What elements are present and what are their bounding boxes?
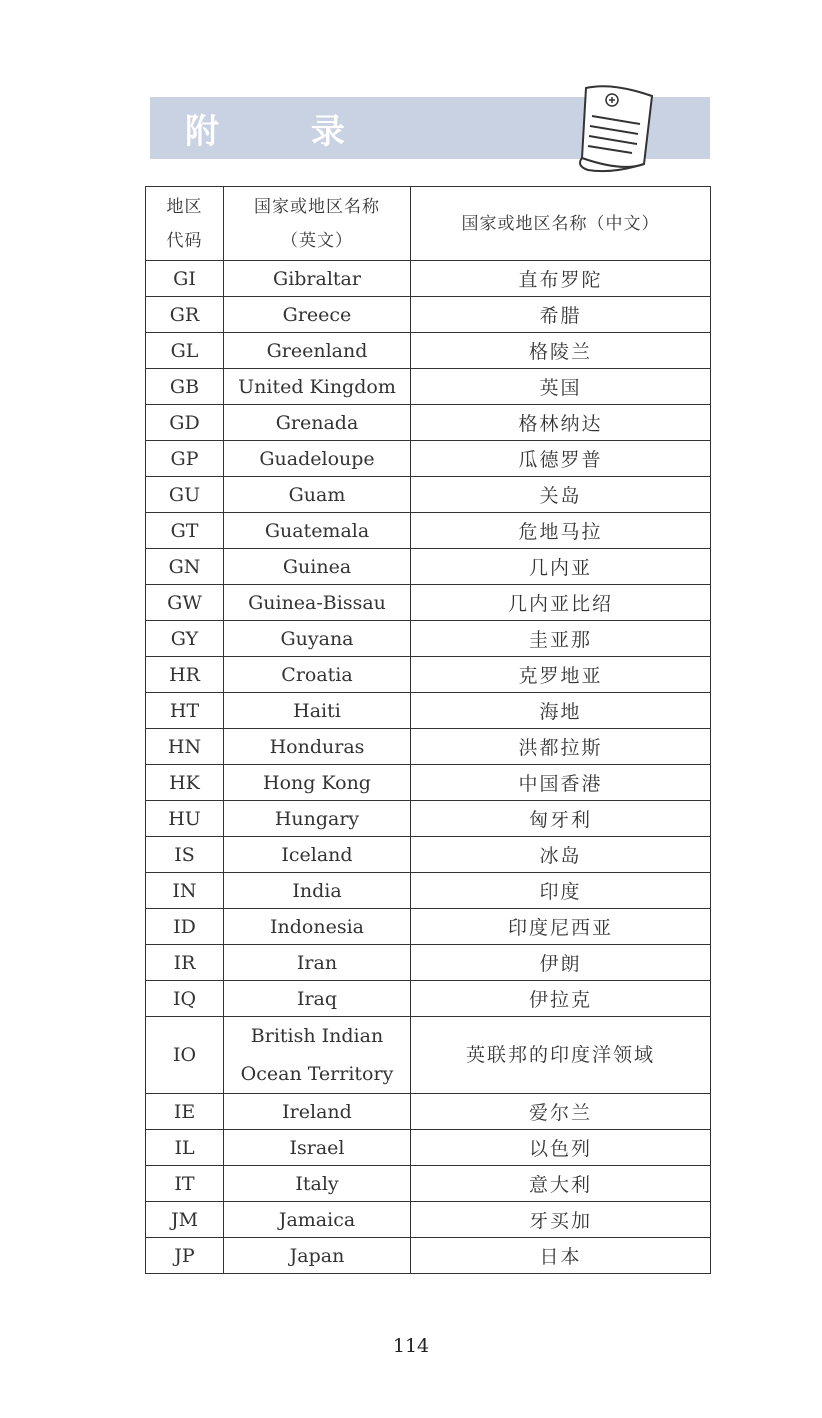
chinese-name-cell: 危地马拉	[411, 513, 711, 549]
table-row	[146, 441, 711, 477]
chinese-name-cell: 英国	[411, 369, 711, 405]
code-cell: GU	[146, 477, 224, 513]
table-row	[146, 801, 711, 837]
english-name-cell: Gibraltar	[224, 261, 411, 297]
table-row	[146, 513, 711, 549]
chinese-name-cell: 冰岛	[411, 837, 711, 873]
chinese-name-cell: 匈牙利	[411, 801, 711, 837]
chinese-name-cell: 希腊	[411, 297, 711, 333]
chinese-name-cell: 洪都拉斯	[411, 729, 711, 765]
code-cell: IO	[146, 1017, 224, 1094]
code-cell: HT	[146, 693, 224, 729]
table-row	[146, 1202, 711, 1238]
english-name-cell: Hungary	[224, 801, 411, 837]
chinese-name-cell: 意大利	[411, 1166, 711, 1202]
header-code: 地区代码	[146, 187, 224, 261]
chinese-name-cell: 以色列	[411, 1130, 711, 1166]
table-row	[146, 729, 711, 765]
english-name-cell: Haiti	[224, 693, 411, 729]
table-row	[146, 1094, 711, 1130]
table-row	[146, 297, 711, 333]
table-row	[146, 945, 711, 981]
chinese-name-cell: 圭亚那	[411, 621, 711, 657]
code-cell: GY	[146, 621, 224, 657]
table-row	[146, 405, 711, 441]
table-row	[146, 837, 711, 873]
table-row	[146, 1017, 711, 1094]
code-cell: IQ	[146, 981, 224, 1017]
code-cell: GI	[146, 261, 224, 297]
table-row	[146, 261, 711, 297]
english-name-cell: Guinea	[224, 549, 411, 585]
english-name-cell: Guyana	[224, 621, 411, 657]
code-cell: GP	[146, 441, 224, 477]
table-row	[146, 585, 711, 621]
english-name-cell: Guatemala	[224, 513, 411, 549]
table-row	[146, 369, 711, 405]
chinese-name-cell: 印度尼西亚	[411, 909, 711, 945]
code-cell: IE	[146, 1094, 224, 1130]
code-cell: GB	[146, 369, 224, 405]
table-row	[146, 477, 711, 513]
code-cell: GW	[146, 585, 224, 621]
english-name-cell: United Kingdom	[224, 369, 411, 405]
english-name-cell: Indonesia	[224, 909, 411, 945]
code-cell: IS	[146, 837, 224, 873]
table-row	[146, 693, 711, 729]
chinese-name-cell: 直布罗陀	[411, 261, 711, 297]
english-name-cell: Ireland	[224, 1094, 411, 1130]
english-name-cell: British Indian Ocean Territory	[224, 1017, 411, 1094]
code-cell: HN	[146, 729, 224, 765]
table-row	[146, 657, 711, 693]
code-cell: ID	[146, 909, 224, 945]
table-header-row	[146, 187, 711, 261]
code-cell: HK	[146, 765, 224, 801]
english-name-cell: Iraq	[224, 981, 411, 1017]
table-row	[146, 909, 711, 945]
table-row	[146, 1238, 711, 1274]
chinese-name-cell: 中国香港	[411, 765, 711, 801]
appendix-title: 附 录	[185, 112, 385, 152]
english-name-cell: Guam	[224, 477, 411, 513]
english-name-cell: Jamaica	[224, 1202, 411, 1238]
code-cell: JP	[146, 1238, 224, 1274]
chinese-name-cell: 英联邦的印度洋领域	[411, 1017, 711, 1094]
table-row	[146, 981, 711, 1017]
code-cell: JM	[146, 1202, 224, 1238]
english-name-cell: Greenland	[224, 333, 411, 369]
chinese-name-cell: 克罗地亚	[411, 657, 711, 693]
code-cell: GR	[146, 297, 224, 333]
english-name-cell: Japan	[224, 1238, 411, 1274]
chinese-name-cell: 牙买加	[411, 1202, 711, 1238]
chinese-name-cell: 海地	[411, 693, 711, 729]
english-name-cell: Grenada	[224, 405, 411, 441]
chinese-name-cell: 关岛	[411, 477, 711, 513]
chinese-name-cell: 伊拉克	[411, 981, 711, 1017]
table-row	[146, 1130, 711, 1166]
table-row	[146, 1166, 711, 1202]
english-name-cell: Croatia	[224, 657, 411, 693]
english-name-cell: Honduras	[224, 729, 411, 765]
code-cell: IR	[146, 945, 224, 981]
chinese-name-cell: 爱尔兰	[411, 1094, 711, 1130]
table-row	[146, 873, 711, 909]
chinese-name-cell: 印度	[411, 873, 711, 909]
table-row	[146, 765, 711, 801]
code-cell: IL	[146, 1130, 224, 1166]
code-cell: GD	[146, 405, 224, 441]
table-row	[146, 333, 711, 369]
english-name-cell: Greece	[224, 297, 411, 333]
country-code-table	[145, 186, 711, 1274]
chinese-name-cell: 格林纳达	[411, 405, 711, 441]
chinese-name-cell: 瓜德罗普	[411, 441, 711, 477]
english-name-cell: Hong Kong	[224, 765, 411, 801]
document-icon	[572, 78, 664, 178]
chinese-name-cell: 几内亚比绍	[411, 585, 711, 621]
table-row	[146, 549, 711, 585]
english-name-cell: India	[224, 873, 411, 909]
code-cell: GT	[146, 513, 224, 549]
code-cell: GL	[146, 333, 224, 369]
code-cell: IN	[146, 873, 224, 909]
chinese-name-cell: 伊朗	[411, 945, 711, 981]
page-number: 114	[392, 1335, 430, 1357]
chinese-name-cell: 格陵兰	[411, 333, 711, 369]
english-name-cell: Iran	[224, 945, 411, 981]
english-name-cell: Guadeloupe	[224, 441, 411, 477]
code-cell: HR	[146, 657, 224, 693]
header-chinese: 国家或地区名称（中文）	[411, 187, 711, 261]
chinese-name-cell: 日本	[411, 1238, 711, 1274]
english-name-cell: Italy	[224, 1166, 411, 1202]
english-name-cell: Iceland	[224, 837, 411, 873]
code-cell: GN	[146, 549, 224, 585]
english-name-cell: Guinea-Bissau	[224, 585, 411, 621]
table-row	[146, 621, 711, 657]
header-english: 国家或地区名称（英文）	[224, 187, 411, 261]
chinese-name-cell: 几内亚	[411, 549, 711, 585]
code-cell: IT	[146, 1166, 224, 1202]
code-cell: HU	[146, 801, 224, 837]
english-name-cell: Israel	[224, 1130, 411, 1166]
